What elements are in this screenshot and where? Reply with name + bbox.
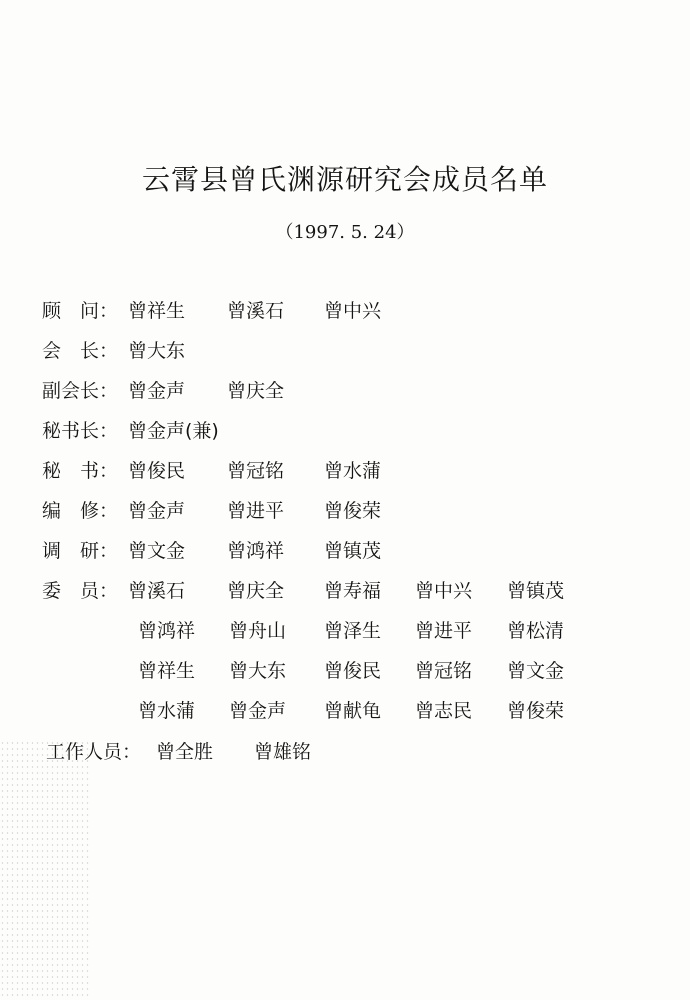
role-row-editor	[42, 497, 382, 525]
member-name: 曾寿福	[324, 580, 382, 602]
member-name: 曾水蒲	[138, 700, 196, 722]
member-name: 曾金声(兼)	[128, 420, 219, 442]
member-name: 曾进平	[415, 620, 473, 642]
member-name: 曾中兴	[415, 580, 473, 602]
colon: ：	[122, 741, 142, 763]
member-name: 曾大东	[128, 340, 186, 362]
document-date: （1997. 5. 24）	[275, 222, 415, 243]
role-row-advisor	[42, 297, 382, 325]
member-name: 曾溪石	[128, 580, 186, 602]
member-name: 曾鸿祥	[138, 620, 196, 642]
member-name: 曾志民	[415, 700, 473, 722]
member-name: 曾镇茂	[324, 540, 382, 562]
member-name: 曾鸿祥	[227, 540, 285, 562]
member-name: 曾冠铭	[415, 660, 473, 682]
role-label: 编 修	[42, 500, 100, 522]
member-name: 曾溪石	[227, 300, 285, 322]
member-name: 曾庆全	[227, 380, 285, 402]
role-label: 工作人员	[46, 741, 123, 763]
role-label: 委 员	[42, 580, 100, 602]
member-name: 曾献龟	[324, 700, 382, 722]
role-label: 秘 书	[42, 460, 100, 482]
member-name: 曾全胜	[156, 741, 214, 763]
role-row-research	[42, 537, 382, 565]
page-title: 云霄县曾氏渊源研究会成员名单	[141, 163, 548, 196]
member-name: 曾庆全	[227, 580, 285, 602]
role-label: 调 研	[42, 540, 100, 562]
member-name: 曾镇茂	[507, 580, 565, 602]
member-name: 曾金声	[128, 380, 186, 402]
member-name: 曾金声	[128, 500, 186, 522]
member-name: 曾大东	[229, 660, 287, 682]
member-name: 曾金声	[229, 700, 287, 722]
colon: ：	[99, 540, 119, 562]
role-label: 顾 问	[42, 300, 100, 322]
member-name: 曾雄铭	[254, 741, 312, 763]
staff-row	[46, 738, 312, 766]
role-label: 秘书长	[42, 420, 100, 442]
role-row-secretary-general	[42, 417, 219, 445]
member-name: 曾俊民	[128, 460, 186, 482]
role-row-vice-president	[42, 377, 285, 405]
colon: ：	[99, 420, 119, 442]
role-row-committee	[42, 577, 565, 605]
member-name: 曾祥生	[128, 300, 186, 322]
colon: ：	[99, 300, 119, 322]
member-name: 曾泽生	[324, 620, 382, 642]
member-name: 曾俊荣	[507, 700, 565, 722]
scan-noise	[0, 740, 90, 1000]
colon: ：	[99, 460, 119, 482]
member-name: 曾进平	[227, 500, 285, 522]
member-name: 曾俊荣	[324, 500, 382, 522]
member-name: 曾舟山	[229, 620, 287, 642]
colon: ：	[99, 380, 119, 402]
member-name: 曾文金	[128, 540, 186, 562]
member-name: 曾冠铭	[227, 460, 285, 482]
member-name: 曾祥生	[138, 660, 196, 682]
member-name: 曾水蒲	[324, 460, 382, 482]
member-name: 曾俊民	[324, 660, 382, 682]
role-row-secretary	[42, 457, 382, 485]
member-name: 曾文金	[507, 660, 565, 682]
role-label: 副会长	[42, 380, 100, 402]
colon: ：	[99, 500, 119, 522]
role-row-president	[42, 337, 186, 365]
role-label: 会 长	[42, 340, 100, 362]
colon: ：	[99, 340, 119, 362]
member-name: 曾松清	[507, 620, 565, 642]
colon: ：	[99, 580, 119, 602]
member-name: 曾中兴	[324, 300, 382, 322]
